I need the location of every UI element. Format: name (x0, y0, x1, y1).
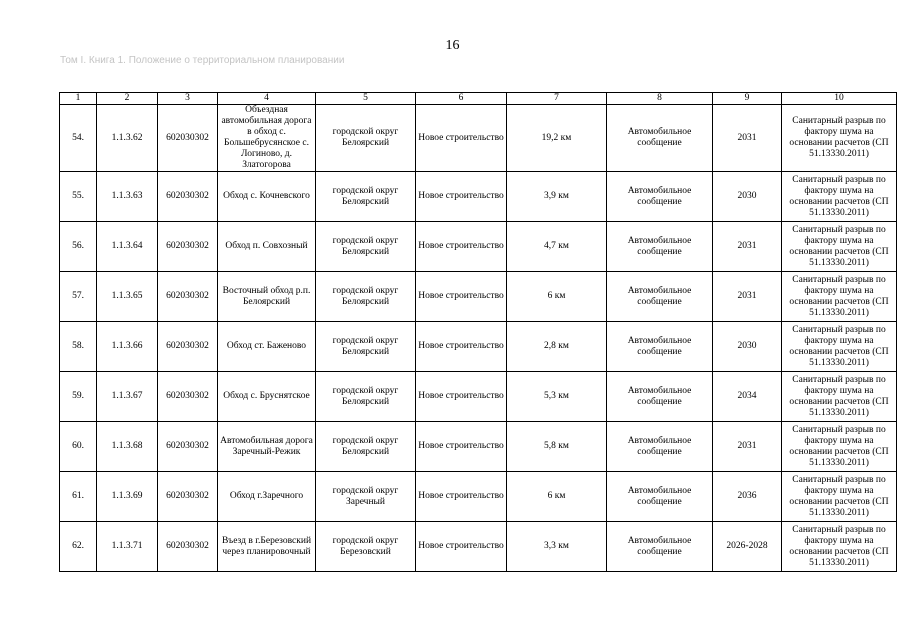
purpose-cell: Автомобильное сообщение (607, 322, 713, 372)
column-header: 6 (416, 93, 507, 105)
code-cell: 1.1.3.67 (97, 372, 158, 422)
object-name-cell: Въезд в г.Березовский через планировочный (218, 522, 316, 572)
oktmo-cell: 602030302 (158, 372, 218, 422)
row-number-cell: 54. (60, 105, 97, 172)
table-row (60, 422, 897, 472)
table-body (60, 105, 897, 572)
location-cell: городской округ Белоярский (316, 322, 416, 372)
purpose-cell: Автомобильное сообщение (607, 472, 713, 522)
code-cell: 1.1.3.66 (97, 322, 158, 372)
zone-cell: Санитарный разрыв по фактору шума на основании расчетов (СП 51.13330.2011) (782, 522, 897, 572)
row-number-cell: 57. (60, 272, 97, 322)
zone-cell: Санитарный разрыв по фактору шума на основании расчетов (СП 51.13330.2011) (782, 422, 897, 472)
table-row (60, 322, 897, 372)
work-type-cell: Новое строительство (416, 422, 507, 472)
location-cell: городской округ Белоярский (316, 372, 416, 422)
length-cell: 6 км (507, 472, 607, 522)
row-number-cell: 60. (60, 422, 97, 472)
year-cell: 2031 (713, 105, 782, 172)
row-number-cell: 55. (60, 172, 97, 222)
row-number-cell: 61. (60, 472, 97, 522)
table-row (60, 105, 897, 172)
table-row (60, 522, 897, 572)
zone-cell: Санитарный разрыв по фактору шума на основании расчетов (СП 51.13330.2011) (782, 272, 897, 322)
column-header: 1 (60, 93, 97, 105)
location-cell: городской округ Белоярский (316, 422, 416, 472)
oktmo-cell: 602030302 (158, 322, 218, 372)
zone-cell: Санитарный разрыв по фактору шума на основании расчетов (СП 51.13330.2011) (782, 372, 897, 422)
purpose-cell: Автомобильное сообщение (607, 272, 713, 322)
row-number-cell: 56. (60, 222, 97, 272)
length-cell: 19,2 км (507, 105, 607, 172)
work-type-cell: Новое строительство (416, 172, 507, 222)
zone-cell: Санитарный разрыв по фактору шума на основании расчетов (СП 51.13330.2011) (782, 105, 897, 172)
column-header: 2 (97, 93, 158, 105)
code-cell: 1.1.3.65 (97, 272, 158, 322)
object-name-cell: Обход с. Бруснятское (218, 372, 316, 422)
year-cell: 2030 (713, 172, 782, 222)
code-cell: 1.1.3.62 (97, 105, 158, 172)
column-header: 8 (607, 93, 713, 105)
header-row (60, 93, 897, 105)
location-cell: городской округ Белоярский (316, 272, 416, 322)
purpose-cell: Автомобильное сообщение (607, 422, 713, 472)
row-number-cell: 58. (60, 322, 97, 372)
location-cell: городской округ Березовский (316, 522, 416, 572)
year-cell: 2026-2028 (713, 522, 782, 572)
object-name-cell: Восточный обход р.п. Белоярский (218, 272, 316, 322)
oktmo-cell: 602030302 (158, 222, 218, 272)
length-cell: 3,9 км (507, 172, 607, 222)
zone-cell: Санитарный разрыв по фактору шума на основании расчетов (СП 51.13330.2011) (782, 472, 897, 522)
table-row (60, 172, 897, 222)
work-type-cell: Новое строительство (416, 522, 507, 572)
code-cell: 1.1.3.64 (97, 222, 158, 272)
length-cell: 5,3 км (507, 372, 607, 422)
column-header: 3 (158, 93, 218, 105)
work-type-cell: Новое строительство (416, 222, 507, 272)
work-type-cell: Новое строительство (416, 372, 507, 422)
code-cell: 1.1.3.63 (97, 172, 158, 222)
length-cell: 6 км (507, 272, 607, 322)
location-cell: городской округ Белоярский (316, 172, 416, 222)
oktmo-cell: 602030302 (158, 422, 218, 472)
table-row (60, 272, 897, 322)
code-cell: 1.1.3.69 (97, 472, 158, 522)
objects-table (59, 92, 897, 572)
page-number: 16 (445, 38, 460, 53)
zone-cell: Санитарный разрыв по фактору шума на основании расчетов (СП 51.13330.2011) (782, 172, 897, 222)
year-cell: 2031 (713, 272, 782, 322)
length-cell: 3,3 км (507, 522, 607, 572)
table-row (60, 372, 897, 422)
row-number-cell: 59. (60, 372, 97, 422)
oktmo-cell: 602030302 (158, 472, 218, 522)
document-header: Том I. Книга 1. Положение о территориальном планировании (60, 55, 345, 66)
work-type-cell: Новое строительство (416, 322, 507, 372)
code-cell: 1.1.3.68 (97, 422, 158, 472)
purpose-cell: Автомобильное сообщение (607, 222, 713, 272)
oktmo-cell: 602030302 (158, 105, 218, 172)
work-type-cell: Новое строительство (416, 105, 507, 172)
length-cell: 5,8 км (507, 422, 607, 472)
object-name-cell: Обход с. Кочневского (218, 172, 316, 222)
location-cell: городской округ Заречный (316, 472, 416, 522)
year-cell: 2031 (713, 222, 782, 272)
column-header: 4 (218, 93, 316, 105)
column-header: 10 (782, 93, 897, 105)
zone-cell: Санитарный разрыв по фактору шума на основании расчетов (СП 51.13330.2011) (782, 222, 897, 272)
column-header: 9 (713, 93, 782, 105)
object-name-cell: Обход п. Совхозный (218, 222, 316, 272)
table-row (60, 222, 897, 272)
object-name-cell: Автомобильная дорога Заречный-Режик (218, 422, 316, 472)
purpose-cell: Автомобильное сообщение (607, 172, 713, 222)
object-name-cell: Обход г.Заречного (218, 472, 316, 522)
work-type-cell: Новое строительство (416, 272, 507, 322)
zone-cell: Санитарный разрыв по фактору шума на основании расчетов (СП 51.13330.2011) (782, 322, 897, 372)
location-cell: городской округ Белоярский (316, 222, 416, 272)
object-name-cell: Обход ст. Баженово (218, 322, 316, 372)
code-cell: 1.1.3.71 (97, 522, 158, 572)
table-row (60, 472, 897, 522)
year-cell: 2031 (713, 422, 782, 472)
row-number-cell: 62. (60, 522, 97, 572)
length-cell: 2,8 км (507, 322, 607, 372)
oktmo-cell: 602030302 (158, 522, 218, 572)
year-cell: 2030 (713, 322, 782, 372)
object-name-cell: Объездная автомобильная дорога в обход с. Большебрусянское с. Логиново, д. Златогорова (218, 105, 316, 172)
location-cell: городской округ Белоярский (316, 105, 416, 172)
oktmo-cell: 602030302 (158, 272, 218, 322)
column-header: 7 (507, 93, 607, 105)
column-header: 5 (316, 93, 416, 105)
length-cell: 4,7 км (507, 222, 607, 272)
work-type-cell: Новое строительство (416, 472, 507, 522)
oktmo-cell: 602030302 (158, 172, 218, 222)
purpose-cell: Автомобильное сообщение (607, 372, 713, 422)
purpose-cell: Автомобильное сообщение (607, 105, 713, 172)
year-cell: 2034 (713, 372, 782, 422)
year-cell: 2036 (713, 472, 782, 522)
purpose-cell: Автомобильное сообщение (607, 522, 713, 572)
